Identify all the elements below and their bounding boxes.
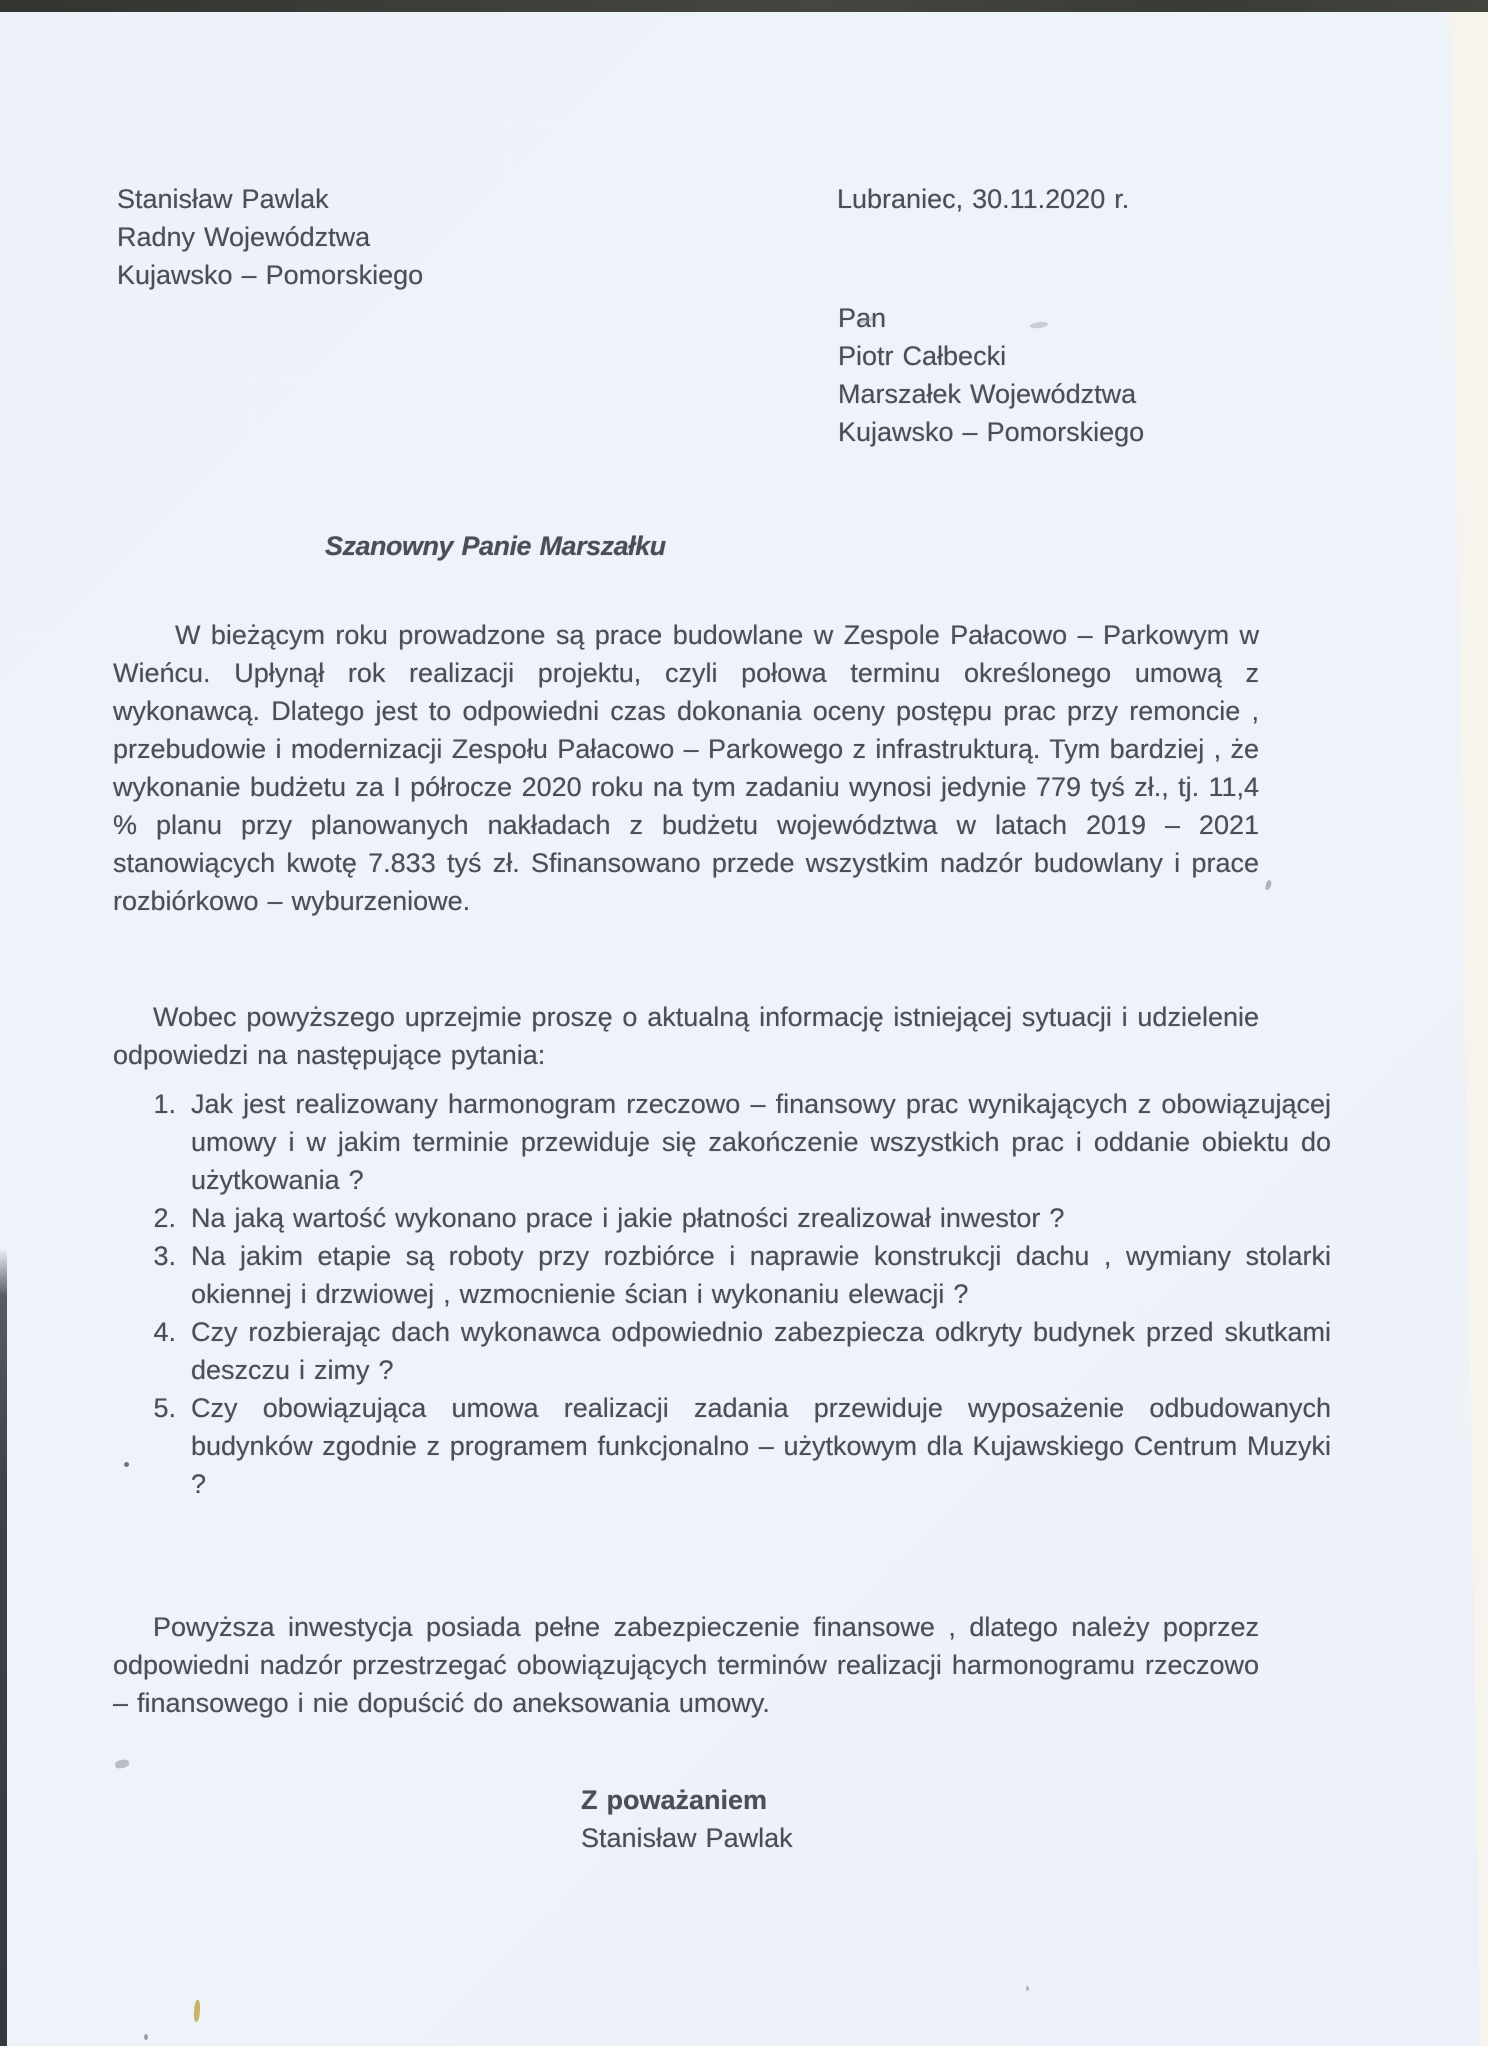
scan-artifact-dot xyxy=(1026,1986,1029,1991)
sender-name: Stanisław Pawlak xyxy=(117,184,329,214)
sender-region: Kujawsko – Pomorskiego xyxy=(117,260,424,290)
scan-top-edge-bar xyxy=(0,0,1488,12)
valediction: Z poważaniem xyxy=(581,1785,768,1815)
recipient-name: Piotr Całbecki xyxy=(838,341,1007,371)
scan-left-edge-shadow xyxy=(0,1248,7,2046)
question-item-5: 5. Czy obowiązująca umowa realizacji zadania przewiduje wyposażenie odbudowanych budynków zgodnie z programem funkcjonalno – użytkowym dla Kujawskiego Centrum Muzyki ? xyxy=(185,1389,1331,1503)
question-item-2: 2. Na jaką wartość wykonano prace i jakie płatności zrealizował inwestor ? xyxy=(185,1199,1331,1237)
scan-artifact-yellow-mark xyxy=(193,2000,201,2022)
questions-list xyxy=(113,1085,1331,1503)
scanner-background-strip xyxy=(1450,12,1488,2046)
closing-block xyxy=(581,1781,793,1857)
recipient-honorific: Pan xyxy=(838,303,887,333)
body-paragraph-3: Powyższa inwestycja posiada pełne zabezpieczenie finansowe , dlatego należy poprzez odpowiedni nadzór przestrzegać obowiązujących terminów realizacji harmonogramu rzeczowo – finansowego i nie dopuścić do aneksowania umowy. xyxy=(113,1612,1259,1718)
recipient-region: Kujawsko – Pomorskiego xyxy=(838,417,1145,447)
question-item-4: 4. Czy rozbierając dach wykonawca odpowiednio zabezpiecza odkryty budynek przed skutkami deszczu i zimy ? xyxy=(185,1313,1331,1389)
salutation: Szanowny Panie Marszałku xyxy=(325,531,666,561)
scan-artifact-smudge xyxy=(114,1759,129,1770)
signature-name: Stanisław Pawlak xyxy=(581,1823,793,1853)
scan-artifact-dot xyxy=(144,2034,148,2040)
sender-block xyxy=(117,180,423,294)
scan-artifact-mark xyxy=(1265,880,1272,891)
recipient-title: Marszałek Województwa xyxy=(838,379,1137,409)
sender-title: Radny Województwa xyxy=(117,222,371,252)
question-item-1: 1. Jak jest realizowany harmonogram rzeczowo – finansowy prac wynikających z obowiązującej umowy i w jakim terminie przewiduje się zakończenie wszystkich prac i oddanie obiektu do użytkowania ? xyxy=(185,1085,1331,1199)
recipient-block xyxy=(838,299,1144,451)
place-and-date: Lubraniec, 30.11.2020 r. xyxy=(837,184,1130,214)
question-item-3: 3. Na jakim etapie są roboty przy rozbiórce i naprawie konstrukcji dachu , wymiany stolarki okiennej i drzwiowej , wzmocnienie ścian i wykonaniu elewacji ? xyxy=(185,1237,1331,1313)
body-paragraph-2: Wobec powyższego uprzejmie proszę o aktualną informację istniejącej sytuacji i udzielenie odpowiedzi na następujące pytania: xyxy=(113,1002,1259,1070)
body-paragraph-1: W bieżącym roku prowadzone są prace budowlane w Zespole Pałacowo – Parkowym w Wieńcu. Upłynął rok realizacji projektu, czyli połowa terminu określonego umową z wykonawcą. Dlatego jest to odpowiedni czas dokonania oceny postępu prac przy remoncie , przebudowie i modernizacji Zespołu Pałacowo – Parkowego z infrastrukturą. Tym bardziej , że wykonanie budżetu za I półrocze 2020 roku na tym zadaniu wynosi jedynie 779 tyś zł., tj. 11,4 % planu przy planowanych nakładach z budżetu województwa w latach 2019 – 2021 stanowiących kwotę 7.833 tyś zł. Sfinansowano przede wszystkim nadzór budowlany i prace rozbiórkowo – wyburzeniowe. xyxy=(113,620,1259,916)
